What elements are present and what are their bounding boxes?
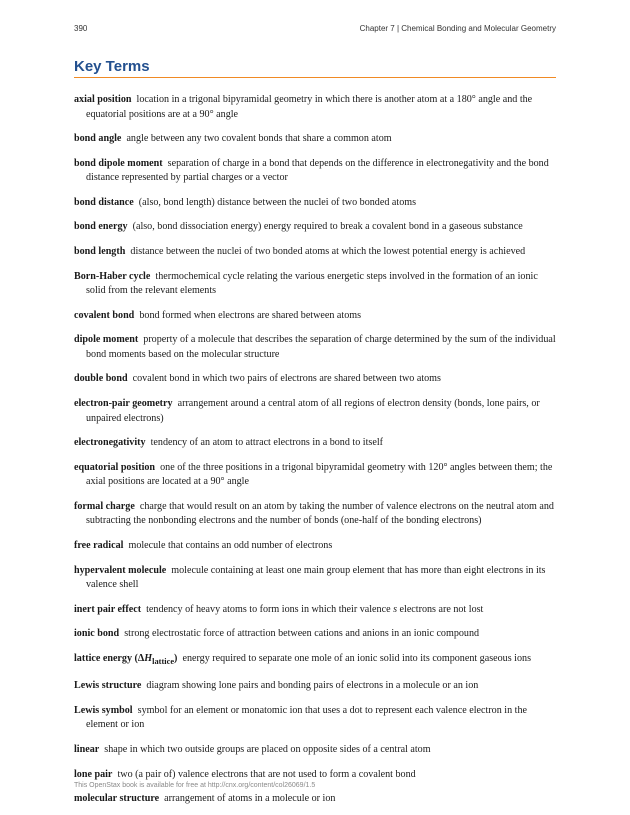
- term-definition: shape in which two outside groups are placed on opposite sides of a central atom: [104, 744, 431, 756]
- term-name: covalent bond: [74, 309, 135, 321]
- term-lone-pair: [74, 768, 556, 783]
- term-definition: property of a molecule that describes the separation of charge determined by the sum of the individual bond moments based on the molecular structure: [86, 334, 556, 360]
- term-definition: arrangement of atoms in a molecule or ion: [164, 793, 336, 805]
- page-number: 390: [74, 24, 88, 33]
- term-name: bond energy: [74, 221, 128, 233]
- term-lewis-structure: [74, 679, 556, 694]
- term-linear: [74, 743, 556, 758]
- term-bond-length: [74, 245, 556, 260]
- term-name: double bond: [74, 373, 128, 385]
- term-name: electronegativity: [74, 437, 146, 449]
- key-terms-list: [74, 83, 556, 815]
- term-definition: distance between the nuclei of two bonded atoms at which the lowest potential energy is achieved: [130, 246, 526, 258]
- term-electron-pair-geometry: [74, 397, 556, 426]
- term-definition: two (a pair of) valence electrons that are not used to form a covalent bond: [117, 768, 416, 780]
- term-name: lone pair: [74, 768, 113, 780]
- term-name: equatorial position: [74, 461, 156, 473]
- term-axial-position: [74, 93, 556, 122]
- term-ionic-bond: [74, 627, 556, 642]
- term-definition: energy required to separate one mole of an ionic solid into its component gaseous ions: [182, 652, 531, 664]
- page-header: [74, 24, 556, 33]
- term-definition: separation of charge in a bond that depends on the difference in electronegativity and the bond distance represented by partial charges or a vector: [86, 157, 549, 184]
- term-dipole-moment: [74, 333, 556, 362]
- term-name: lattice energy: [74, 652, 133, 664]
- term-definition: arrangement around a central atom of all regions of electron density (bonds, lone pairs, or unpaired electrons): [86, 398, 540, 424]
- term-definition: molecule that contains an odd number of electrons: [128, 539, 333, 551]
- term-double-bond: [74, 372, 556, 387]
- term-lewis-symbol: [74, 704, 556, 733]
- term-name: Lewis symbol: [74, 704, 133, 716]
- term-name: bond length: [74, 246, 126, 258]
- term-covalent-bond: [74, 309, 556, 324]
- term-name: ionic bond: [74, 628, 120, 640]
- term-name: molecular structure: [74, 793, 160, 805]
- term-definition: strong electrostatic force of attraction between cations and anions in an ionic compound: [124, 628, 480, 640]
- term-name: Lewis structure: [74, 680, 142, 692]
- chapter-title: Chapter 7 | Chemical Bonding and Molecular Geometry: [359, 24, 556, 33]
- term-symbol: [135, 653, 178, 664]
- term-bond-energy: [74, 220, 556, 235]
- term-name: dipole moment: [74, 334, 139, 346]
- term-definition: location in a trigonal bipyramidal geometry in which there is another atom at a 180° angle and the equatorial positions are at a 90° angle: [86, 94, 533, 120]
- term-molecular-structure: [74, 792, 556, 807]
- term-name: bond distance: [74, 196, 134, 208]
- term-definition: covalent bond in which two pairs of electrons are shared between two atoms: [132, 373, 441, 385]
- term-definition: charge that would result on an atom by taking the number of valence electrons on the neutral atom and subtracting the nonbonding electrons and the number of bonds (one-half of the bonding electrons): [86, 500, 554, 527]
- term-equatorial-position: [74, 461, 556, 490]
- term-bond-distance: [74, 196, 556, 211]
- term-name: linear: [74, 744, 100, 756]
- term-symbol-close: ): [174, 652, 178, 664]
- term-free-radical: [74, 539, 556, 554]
- term-formal-charge: [74, 500, 556, 529]
- term-definition: tendency of an atom to attract electrons in a bond to itself: [150, 437, 383, 449]
- term-name: free radical: [74, 539, 124, 551]
- term-definition-italic: s: [393, 603, 398, 615]
- term-name: axial position: [74, 94, 132, 106]
- term-name: hypervalent molecule: [74, 564, 167, 576]
- page-footer: This OpenStax book is available for free at http://cnx.org/content/col26069/1.5: [74, 782, 316, 789]
- term-name: bond angle: [74, 133, 122, 145]
- term-symbol-var: H: [144, 652, 153, 664]
- term-name: inert pair effect: [74, 603, 142, 615]
- term-definition: symbol for an element or monatomic ion that uses a dot to represent each valence electron in the element or ion: [86, 704, 527, 731]
- term-symbol-sub: lattice: [152, 656, 175, 666]
- term-electronegativity: [74, 436, 556, 451]
- term-hypervalent-molecule: [74, 564, 556, 593]
- term-born-haber-cycle: [74, 270, 556, 299]
- term-symbol-open: (Δ: [134, 652, 145, 664]
- term-definition: (also, bond length) distance between the nuclei of two bonded atoms: [138, 196, 417, 208]
- term-name: formal charge: [74, 500, 135, 512]
- term-definition: diagram showing lone pairs and bonding pairs of electrons in a molecule or an ion: [146, 680, 479, 692]
- term-lattice-energy: [74, 652, 556, 670]
- term-bond-dipole-moment: [74, 157, 556, 186]
- term-name: electron-pair geometry: [74, 398, 173, 410]
- term-name: Born-Haber cycle: [74, 270, 151, 282]
- term-definition: molecule containing at least one main group element that has more than eight electrons in its valence shell: [86, 564, 546, 590]
- term-name: bond dipole moment: [74, 157, 163, 169]
- term-definition: bond formed when electrons are shared between atoms: [139, 309, 362, 321]
- term-definition-start: tendency of heavy atoms to form ions in which their valence: [146, 603, 394, 615]
- term-inert-pair-effect: [74, 603, 556, 618]
- term-definition: thermochemical cycle relating the various energetic steps involved in the formation of an ionic solid from the relevant elements: [86, 270, 538, 297]
- term-definition: one of the three positions in a trigonal bipyramidal geometry with 120° angles between them; the axial positions are located at a 90° angle: [86, 461, 553, 488]
- section-title: Key Terms: [74, 58, 556, 78]
- term-definition: (also, bond dissociation energy) energy required to break a covalent bond in a gaseous substance: [132, 221, 523, 233]
- term-bond-angle: [74, 132, 556, 147]
- term-definition-end: electrons are not lost: [397, 603, 484, 615]
- term-definition: angle between any two covalent bonds that share a common atom: [126, 133, 392, 145]
